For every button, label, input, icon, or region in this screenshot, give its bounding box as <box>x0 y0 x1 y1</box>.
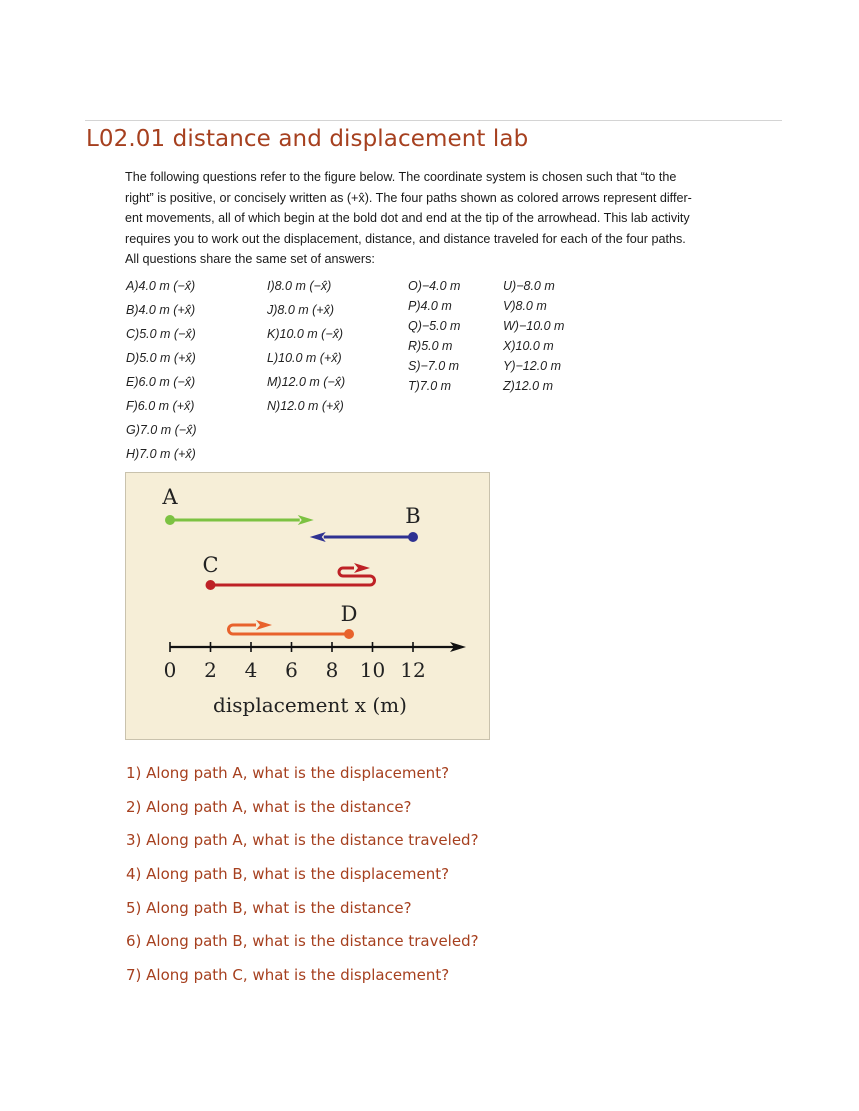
answer-choice: L)10.0 m (+x̂) <box>267 351 342 365</box>
answer-choice: S)−7.0 m <box>408 359 460 373</box>
answer-choice: K)10.0 m (−x̂) <box>267 327 344 341</box>
path-d-label: D <box>340 602 358 626</box>
path-b-start-dot <box>408 532 418 542</box>
answer-choice: P)4.0 m <box>408 299 452 313</box>
answer-column-i-n <box>267 274 345 418</box>
axis-tick-label: 10 <box>359 658 386 682</box>
path-d-line <box>229 625 350 634</box>
answer-choice: Z)12.0 m <box>503 379 554 393</box>
axis-label: displacement x (m) <box>213 693 407 717</box>
intro-line: ent movements, all of which begin at the bold dot and end at the tip of the arrowhead. This lab activity <box>125 211 690 225</box>
question-1: 1) Along path A, what is the displacement? <box>126 764 450 782</box>
answer-choice: U)−8.0 m <box>503 279 555 293</box>
answer-choice: O)−4.0 m <box>408 279 461 293</box>
answer-choice: A)4.0 m (−x̂) <box>126 279 196 293</box>
answer-choice: H)7.0 m (+x̂) <box>126 447 196 461</box>
path-c-arrowhead <box>354 563 370 573</box>
question-2: 2) Along path A, what is the distance? <box>126 797 412 816</box>
answer-choice: F)6.0 m (+x̂) <box>126 399 195 413</box>
path-a-arrowhead <box>298 515 314 525</box>
answer-choice: X)10.0 m <box>503 339 554 353</box>
question-list <box>126 762 479 998</box>
answer-choice: E)6.0 m (−x̂) <box>126 375 196 389</box>
answer-choice: J)8.0 m (+x̂) <box>267 303 335 317</box>
intro-line: All questions share the same set of answers: <box>125 252 375 266</box>
path-d-arrowhead <box>256 620 272 630</box>
displacement-diagram <box>126 473 489 739</box>
displacement-figure <box>125 472 490 740</box>
answer-choice: D)5.0 m (+x̂) <box>126 351 196 365</box>
path-b-label: B <box>405 504 421 528</box>
axis-tick-label: 0 <box>163 658 177 682</box>
answer-choice: T)7.0 m <box>408 379 452 393</box>
path-c-start-dot <box>206 580 216 590</box>
intro-line: The following questions refer to the figure below. The coordinate system is chosen such that “to the <box>125 170 677 184</box>
path-a-start-dot <box>165 515 175 525</box>
path-c-line <box>211 568 375 585</box>
answer-column-o-t <box>408 276 460 396</box>
answer-choice: M)12.0 m (−x̂) <box>267 375 346 389</box>
answer-choice: V)8.0 m <box>503 299 547 313</box>
answer-choice: N)12.0 m (+x̂) <box>267 399 344 413</box>
intro-line: right” is positive, or concisely written as (+x̂). The four paths shown as colored arrows represent differ- <box>125 190 692 205</box>
path-a-label: A <box>162 485 178 509</box>
answer-choice: Y)−12.0 m <box>503 359 562 373</box>
answer-choice: I)8.0 m (−x̂) <box>267 279 332 293</box>
question-4: 4) Along path B, what is the displacement? <box>126 865 450 884</box>
path-b-arrowhead <box>310 532 326 542</box>
path-c-label: C <box>202 553 219 577</box>
axis-tick-label: 2 <box>204 658 217 682</box>
question-5: 5) Along path B, what is the distance? <box>126 898 412 917</box>
axis-tick-label: 4 <box>244 658 258 682</box>
page-title: L02.01 distance and displacement lab <box>86 126 529 152</box>
axis-tick-label: 6 <box>285 658 298 682</box>
answer-choice: B)4.0 m (+x̂) <box>126 303 196 317</box>
answer-choice: G)7.0 m (−x̂) <box>126 423 197 437</box>
answer-choice: Q)−5.0 m <box>408 319 461 333</box>
question-7: 7) Along path C, what is the displacement? <box>126 966 450 985</box>
intro-paragraph <box>125 167 775 270</box>
answer-choice: C)5.0 m (−x̂) <box>126 327 196 341</box>
axis-tick-label: 8 <box>325 658 339 682</box>
answer-choice: W)−10.0 m <box>503 319 565 333</box>
question-6: 6) Along path B, what is the distance traveled? <box>126 932 479 951</box>
answer-choice: R)5.0 m <box>408 339 453 353</box>
answer-column-u-z <box>503 276 564 396</box>
intro-line: requires you to work out the displacement, distance, and distance traveled for each of the four paths. <box>125 231 686 246</box>
answer-column-a-h <box>126 274 197 466</box>
axis-tick-label: 12 <box>400 658 426 682</box>
question-3: 3) Along path A, what is the distance traveled? <box>126 831 479 850</box>
path-d-start-dot <box>344 629 354 639</box>
header-rule <box>85 120 782 121</box>
